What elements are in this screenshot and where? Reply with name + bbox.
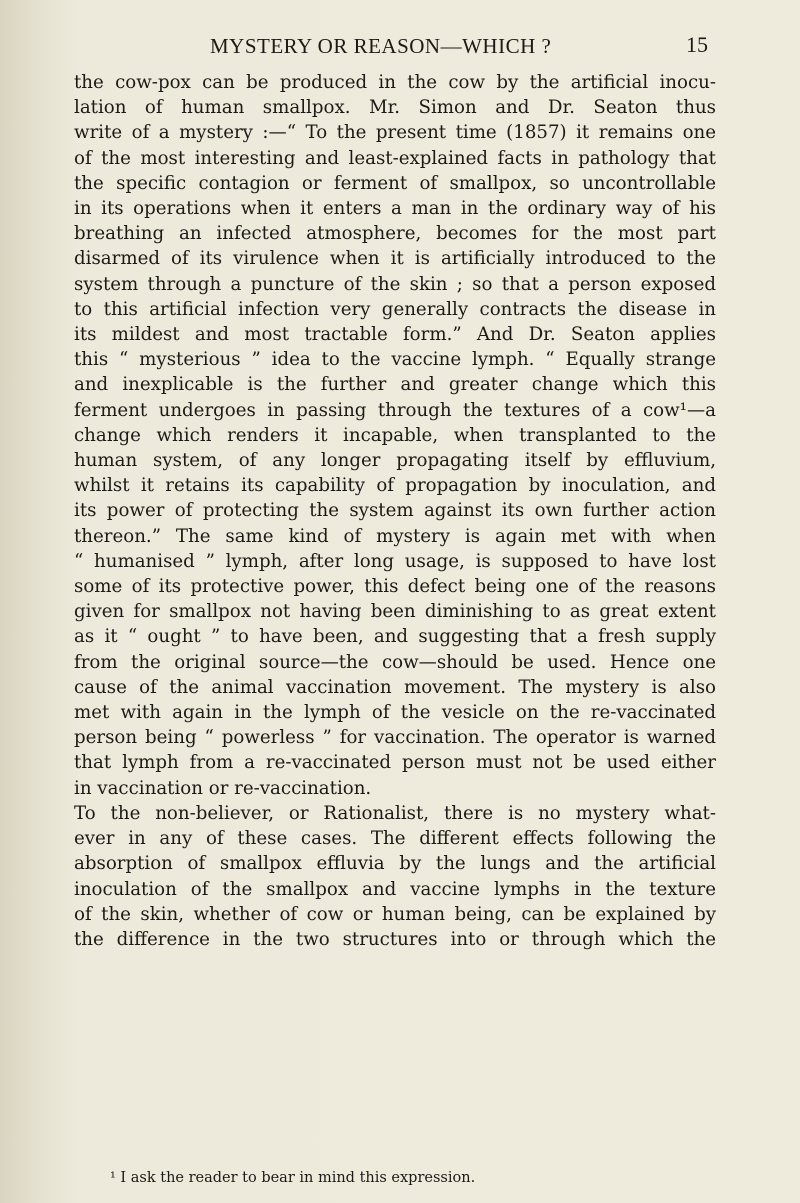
text-line: change which renders it incapable, when transplanted to the [74,424,716,446]
text-line: its mildest and most tractable form.” And Dr. Seaton applies [74,324,716,346]
text-line: given for smallpox not having been diminishing to as great extent [74,601,716,623]
text-line: breathing an infected atmosphere, becomes for the most part [74,223,716,245]
text-line: To the non-believer, or Rationalist, there is no mystery what- [74,802,716,824]
text-line: absorption of smallpox effluvia by the lungs and the artificial [74,853,716,875]
text-line: the difference in the two structures into or through which the [74,928,716,950]
text-line: ever in any of these cases. The different effects following the [74,828,716,850]
text-line: that lymph from a re-vaccinated person must not be used either [74,752,716,774]
running-title: MYSTERY OR REASON—WHICH ? [210,34,552,58]
body-text [74,70,716,952]
text-line: write of a mystery :—“ To the present time (1857) it remains one [74,122,716,144]
text-line: as it “ ought ” to have been, and suggesting that a fresh supply [74,626,716,648]
text-line: this “ mysterious ” idea to the vaccine lymph. “ Equally strange [74,349,716,371]
text-line: in its operations when it enters a man in the ordinary way of his [74,198,716,220]
text-line: of the most interesting and least-explained facts in pathology that [74,147,716,169]
text-line: its power of protecting the system against its own further action [74,500,716,522]
text-line: whilst it retains its capability of propagation by inoculation, and [74,475,716,497]
text-line: lation of human smallpox. Mr. Simon and Dr. Seaton thus [74,97,716,119]
text-line: met with again in the lymph of the vesicle on the re-vaccinated [74,702,716,724]
footnote: ¹ I ask the reader to bear in mind this expression. [110,1170,476,1186]
text-line: human system, of any longer propagating itself by effluvium, [74,450,716,472]
page-number: 15 [686,32,708,57]
text-line: to this artificial infection very generally contracts the disease in [74,298,716,320]
text-line: disarmed of its virulence when it is artificially introduced to the [74,248,716,270]
page-header [168,24,708,64]
text-line: cause of the animal vaccination movement. The mystery is also [74,676,716,698]
text-line: person being “ powerless ” for vaccination. The operator is warned [74,727,716,749]
text-line: the specific contagion or ferment of smallpox, so uncontrollable [74,172,716,194]
text-line: in vaccination or re-vaccination. [74,777,372,799]
text-line: “ humanised ” lymph, after long usage, is supposed to have lost [74,550,716,572]
text-line: ferment undergoes in passing through the textures of a cow¹—a [74,399,716,421]
text-line: thereon.” The same kind of mystery is again met with when [74,525,716,547]
text-line: of the skin, whether of cow or human being, can be explained by [74,903,716,925]
text-line: the cow-pox can be produced in the cow by the artificial inocu- [74,72,716,93]
text-line: system through a puncture of the skin ; so that a person exposed [74,273,716,295]
text-line: some of its protective power, this defect being one of the reasons [74,576,716,598]
text-line: inoculation of the smallpox and vaccine lymphs in the texture [74,878,716,900]
text-line: from the original source—the cow—should be used. Hence one [74,651,716,673]
text-line: and inexplicable is the further and greater change which this [74,374,716,396]
